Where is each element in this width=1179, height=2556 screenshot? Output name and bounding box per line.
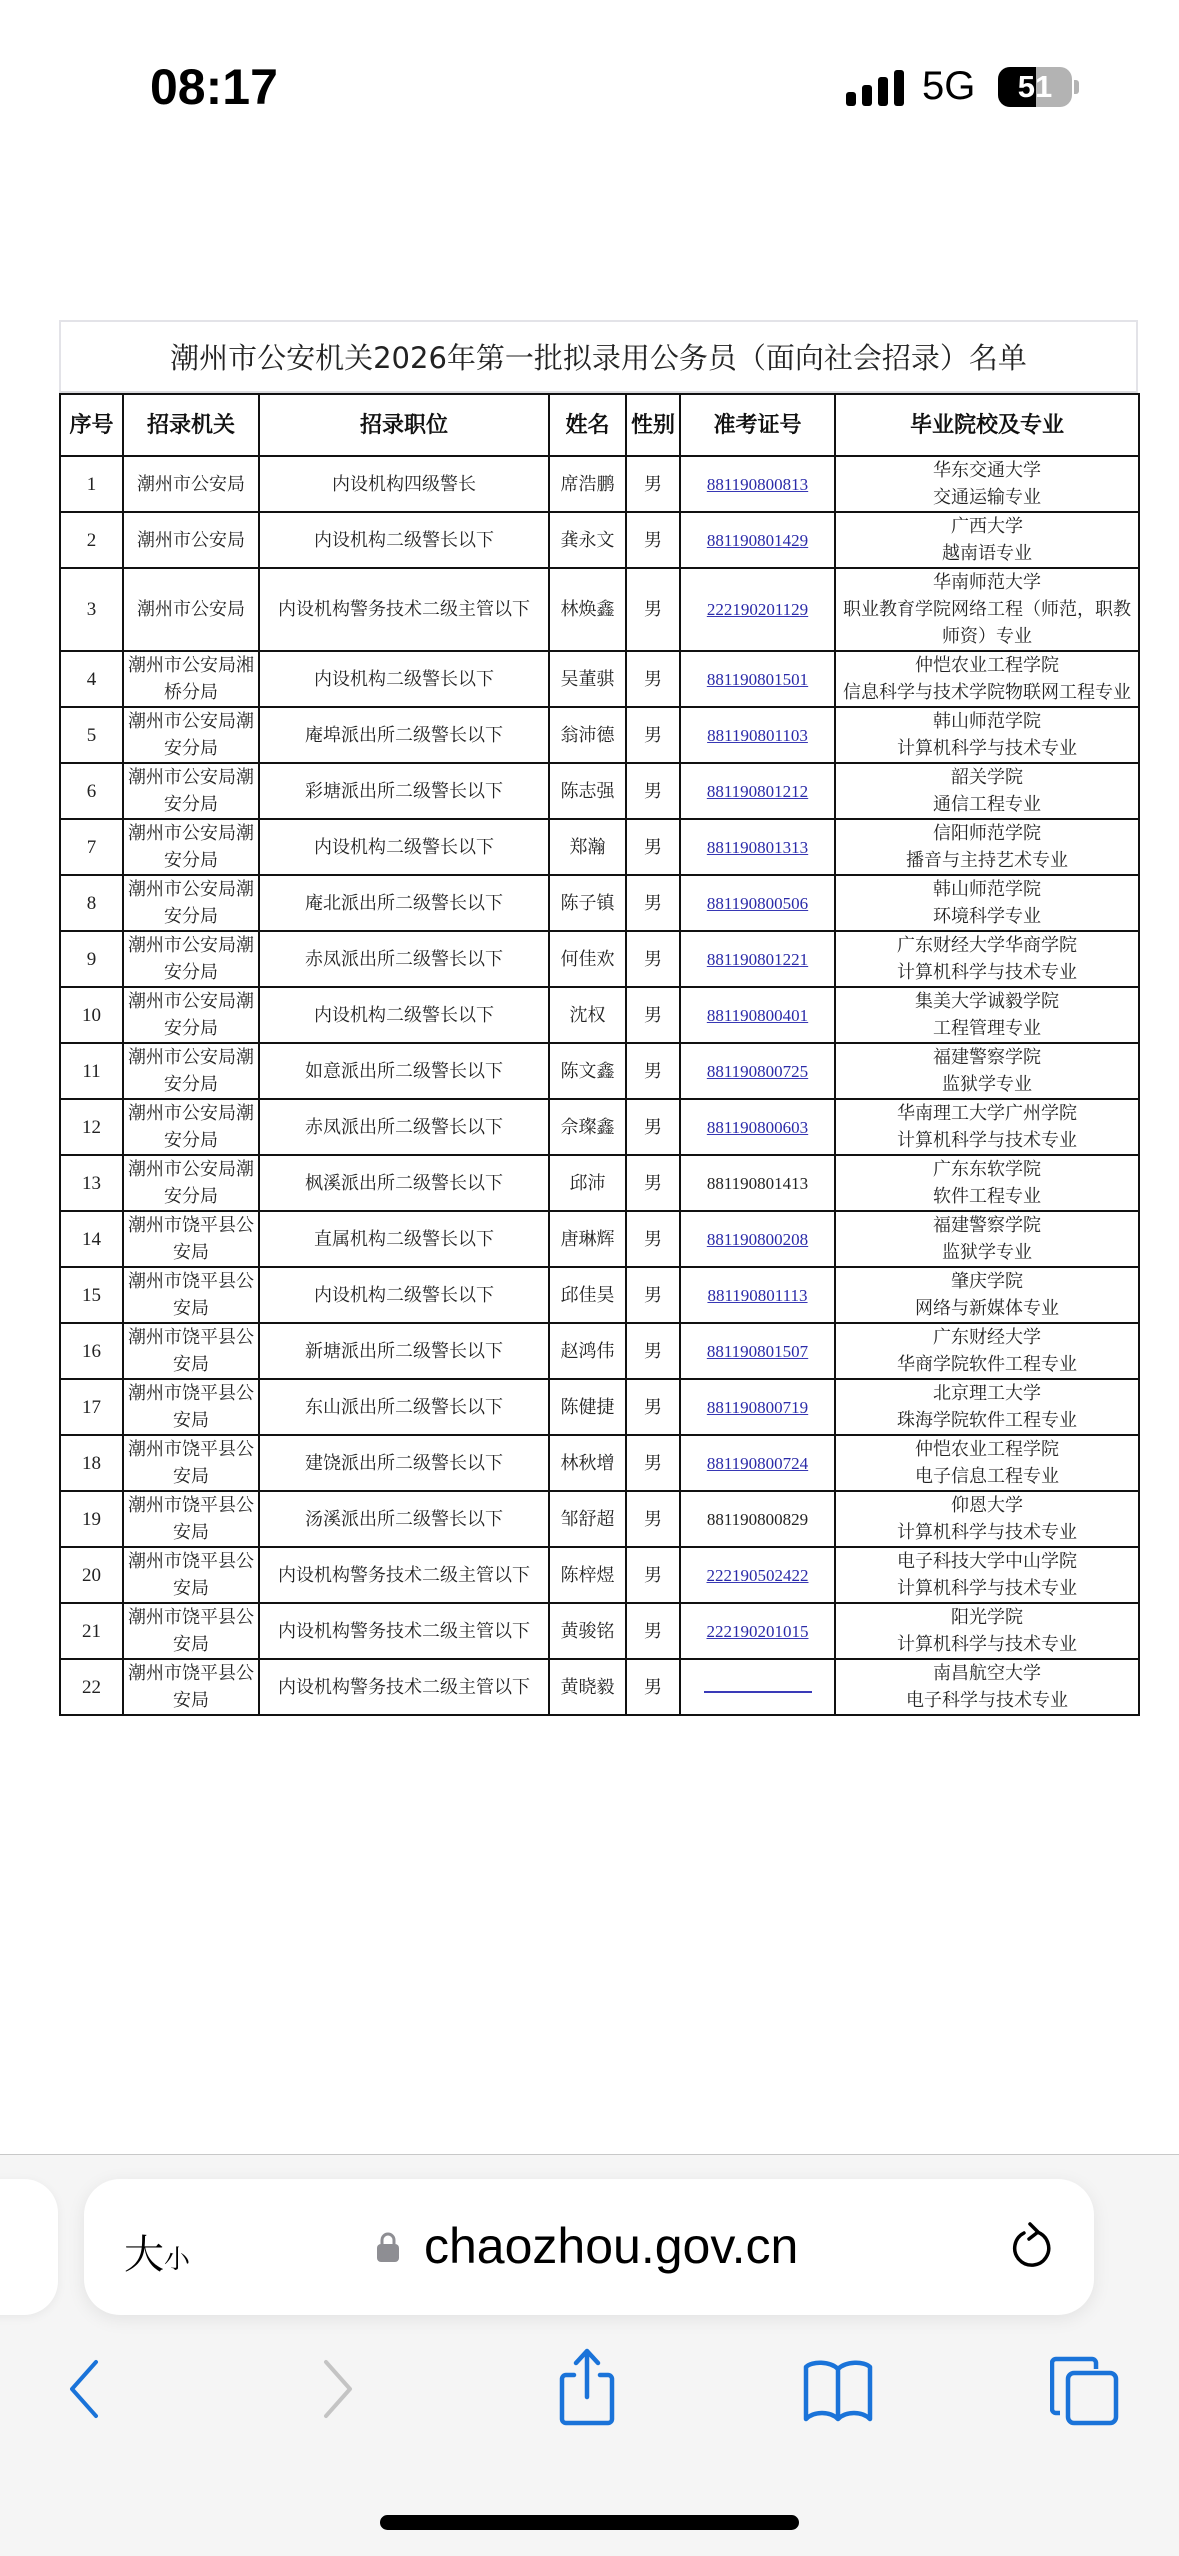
cell-name: 黄骏铭: [549, 1603, 626, 1659]
cell-position: 内设机构二级警长以下: [259, 651, 549, 707]
cell-school-major: [835, 1379, 1139, 1435]
col-header-no: 序号: [60, 394, 123, 456]
cell-no: 9: [60, 931, 123, 987]
cell-name: 佘璨鑫: [549, 1099, 626, 1155]
school-name: 华南理工大学广州学院: [897, 1103, 1077, 1124]
cell-no: 5: [60, 707, 123, 763]
col-header-gender: 性别: [626, 394, 680, 456]
cell-school-major: [835, 1211, 1139, 1267]
school-name: 阳光学院: [951, 1607, 1023, 1628]
cell-agency: 潮州市公安局潮安分局: [123, 1099, 259, 1155]
major-name: 计算机科学与技术专业: [897, 1130, 1077, 1151]
major-name: 软件工程专业: [933, 1186, 1041, 1207]
table-header-row: [60, 394, 1139, 456]
cell-position: 枫溪派出所二级警长以下: [259, 1155, 549, 1211]
cell-position: 赤凤派出所二级警长以下: [259, 1099, 549, 1155]
cell-school-major: [835, 512, 1139, 568]
cell-name: 黄晓毅: [549, 1659, 626, 1715]
cell-no: 15: [60, 1267, 123, 1323]
cell-exam-no: [680, 875, 835, 931]
table-row: [60, 1099, 1139, 1155]
cell-name: 沈权: [549, 987, 626, 1043]
table-row: [60, 1043, 1139, 1099]
cell-name: 陈志强: [549, 763, 626, 819]
cell-no: 18: [60, 1435, 123, 1491]
exam-no-link[interactable]: 881190801501: [706, 669, 809, 689]
school-name: 福建警察学院: [933, 1047, 1041, 1068]
cell-agency: 潮州市公安局潮安分局: [123, 875, 259, 931]
cell-gender: 男: [626, 512, 680, 568]
exam-no-link[interactable]: 881190800603: [706, 1117, 809, 1137]
table-row: [60, 707, 1139, 763]
exam-no-link[interactable]: 881190801507: [706, 1341, 809, 1361]
cell-name: 邱佳昊: [549, 1267, 626, 1323]
table-row: [60, 1155, 1139, 1211]
major-name: 环境科学专业: [933, 906, 1041, 927]
exam-no-link[interactable]: 881190800813: [706, 474, 809, 494]
cell-no: 13: [60, 1155, 123, 1211]
school-name: 韩山师范学院: [933, 879, 1041, 900]
cell-agency: 潮州市公安局: [123, 456, 259, 512]
exam-no-link[interactable]: 222190201015: [706, 1621, 809, 1641]
cell-position: 内设机构警务技术二级主管以下: [259, 568, 549, 651]
school-name: 福建警察学院: [933, 1215, 1041, 1236]
cell-name: 郑瀚: [549, 819, 626, 875]
table-row: [60, 1211, 1139, 1267]
cell-gender: 男: [626, 987, 680, 1043]
major-name: 通信工程专业: [933, 794, 1041, 815]
school-name: 广东财经大学: [933, 1327, 1041, 1348]
cell-agency: 潮州市饶平县公安局: [123, 1603, 259, 1659]
school-name: 集美大学诚毅学院: [915, 991, 1059, 1012]
cell-name: 唐琳辉: [549, 1211, 626, 1267]
cell-no: 20: [60, 1547, 123, 1603]
table-row: [60, 1435, 1139, 1491]
cell-position: 内设机构警务技术二级主管以下: [259, 1659, 549, 1715]
cell-school-major: [835, 1547, 1139, 1603]
school-name: 电子科技大学中山学院: [897, 1551, 1077, 1572]
cell-gender: 男: [626, 1379, 680, 1435]
cell-position: 建饶派出所二级警长以下: [259, 1435, 549, 1491]
cell-exam-no: [680, 1099, 835, 1155]
cell-school-major: [835, 1491, 1139, 1547]
cell-position: 庵北派出所二级警长以下: [259, 875, 549, 931]
reload-icon[interactable]: [1004, 2219, 1060, 2275]
major-name: 交通运输专业: [933, 487, 1041, 508]
cell-school-major: [835, 1435, 1139, 1491]
home-indicator[interactable]: [380, 2515, 799, 2530]
cell-exam-no: [680, 707, 835, 763]
cell-name: 邱沛: [549, 1155, 626, 1211]
major-name: 监狱学专业: [942, 1242, 1032, 1263]
cell-no: 1: [60, 456, 123, 512]
cell-gender: 男: [626, 1435, 680, 1491]
cell-position: 内设机构警务技术二级主管以下: [259, 1547, 549, 1603]
cell-position: 内设机构二级警长以下: [259, 819, 549, 875]
school-name: 信阳师范学院: [933, 823, 1041, 844]
cell-gender: 男: [626, 1323, 680, 1379]
text-size-small-label: 小: [164, 2245, 191, 2275]
cell-agency: 潮州市公安局: [123, 512, 259, 568]
cell-agency: 潮州市公安局潮安分局: [123, 1155, 259, 1211]
major-name: 计算机科学与技术专业: [897, 1522, 1077, 1543]
major-name: 华商学院软件工程专业: [897, 1354, 1077, 1375]
cell-position: 庵埠派出所二级警长以下: [259, 707, 549, 763]
major-name: 珠海学院软件工程专业: [897, 1410, 1077, 1431]
cell-exam-no: [680, 1043, 835, 1099]
exam-no-link[interactable]: 881190801113: [707, 1285, 808, 1305]
lock-icon: [376, 2231, 400, 2263]
major-name: 职业教育学院网络工程（师范，职教师资）专业: [843, 599, 1131, 647]
table-row: [60, 1659, 1139, 1715]
document: [59, 320, 1138, 1716]
cell-name: 翁沛德: [549, 707, 626, 763]
cell-school-major: [835, 1323, 1139, 1379]
cell-school-major: [835, 1267, 1139, 1323]
cell-agency: 潮州市饶平县公安局: [123, 1547, 259, 1603]
cell-no: 10: [60, 987, 123, 1043]
exam-no-link-redacted[interactable]: [704, 1679, 812, 1693]
cell-gender: 男: [626, 568, 680, 651]
cell-exam-no: [680, 763, 835, 819]
cell-gender: 男: [626, 1099, 680, 1155]
school-name: 广东东软学院: [933, 1159, 1041, 1180]
cell-name: 吴董骐: [549, 651, 626, 707]
cell-exam-no: [680, 1603, 835, 1659]
col-header-school-major: 毕业院校及专业: [835, 394, 1139, 456]
cell-school-major: [835, 1099, 1139, 1155]
exam-no-link[interactable]: 881190800725: [706, 1061, 809, 1081]
cell-agency: 潮州市公安局潮安分局: [123, 1043, 259, 1099]
address-bar[interactable]: [84, 2179, 1094, 2315]
school-name: 南昌航空大学: [933, 1663, 1041, 1684]
cell-no: 14: [60, 1211, 123, 1267]
cell-gender: 男: [626, 875, 680, 931]
exam-no-link[interactable]: 881190801103: [707, 725, 808, 745]
cell-exam-no: [680, 987, 835, 1043]
cell-position: 汤溪派出所二级警长以下: [259, 1491, 549, 1547]
cell-position: 东山派出所二级警长以下: [259, 1379, 549, 1435]
cell-gender: 男: [626, 1603, 680, 1659]
table-row: [60, 651, 1139, 707]
cell-no: 12: [60, 1099, 123, 1155]
school-name: 仲恺农业工程学院: [915, 1439, 1059, 1460]
cell-school-major: [835, 1603, 1139, 1659]
cell-gender: 男: [626, 707, 680, 763]
cell-agency: 潮州市公安局潮安分局: [123, 819, 259, 875]
table-row: [60, 1267, 1139, 1323]
table-row: [60, 987, 1139, 1043]
cell-no: 2: [60, 512, 123, 568]
book-icon[interactable]: [800, 2359, 876, 2423]
table-row: [60, 1379, 1139, 1435]
cell-gender: 男: [626, 931, 680, 987]
cell-school-major: [835, 987, 1139, 1043]
cell-name: 何佳欢: [549, 931, 626, 987]
cell-school-major: [835, 651, 1139, 707]
cell-agency: 潮州市公安局湘桥分局: [123, 651, 259, 707]
school-name: 华东交通大学: [933, 460, 1041, 481]
text-size-button[interactable]: [124, 2223, 190, 2280]
status-bar: [0, 0, 1179, 150]
school-name: 北京理工大学: [933, 1383, 1041, 1404]
major-name: 信息科学与技术学院物联网工程专业: [843, 682, 1131, 703]
cell-position: 赤凤派出所二级警长以下: [259, 931, 549, 987]
cell-position: 内设机构二级警长以下: [259, 512, 549, 568]
cell-agency: 潮州市饶平县公安局: [123, 1211, 259, 1267]
table-row: [60, 819, 1139, 875]
exam-no-link[interactable]: 881190800724: [706, 1453, 809, 1473]
text-size-big-label: 大: [124, 2232, 164, 2278]
exam-no-link[interactable]: 222190201129: [706, 600, 809, 619]
cell-school-major: [835, 875, 1139, 931]
cell-position: 内设机构四级警长: [259, 456, 549, 512]
cell-position: 新塘派出所二级警长以下: [259, 1323, 549, 1379]
cell-school-major: [835, 1043, 1139, 1099]
cell-exam-no: [680, 651, 835, 707]
cell-no: 6: [60, 763, 123, 819]
major-name: 计算机科学与技术专业: [897, 962, 1077, 983]
table-row: [60, 875, 1139, 931]
school-name: 广西大学: [951, 516, 1023, 537]
table-row: [60, 1323, 1139, 1379]
cell-no: 19: [60, 1491, 123, 1547]
exam-no-link[interactable]: 881190801313: [706, 837, 809, 857]
cell-gender: 男: [626, 763, 680, 819]
cell-gender: 男: [626, 1491, 680, 1547]
cell-exam-no: [680, 1323, 835, 1379]
cell-school-major: [835, 568, 1139, 651]
cell-exam-no: [680, 931, 835, 987]
tabs-icon[interactable]: [1050, 2355, 1122, 2427]
cell-exam-no: [680, 568, 835, 651]
major-name: 计算机科学与技术专业: [897, 1634, 1077, 1655]
exam-no-link[interactable]: 881190801429: [706, 530, 809, 550]
cell-exam-no: [680, 819, 835, 875]
cell-no: 16: [60, 1323, 123, 1379]
chevron-left-icon[interactable]: [62, 2358, 102, 2420]
major-name: 越南语专业: [942, 543, 1032, 564]
cellular-signal-icon: [846, 70, 904, 106]
cell-school-major: [835, 763, 1139, 819]
major-name: 播音与主持艺术专业: [906, 850, 1068, 871]
cell-gender: 男: [626, 1211, 680, 1267]
recruit-table: [59, 393, 1140, 1716]
table-row: [60, 568, 1139, 651]
cell-no: 7: [60, 819, 123, 875]
cell-name: 林焕鑫: [549, 568, 626, 651]
cell-agency: 潮州市公安局潮安分局: [123, 987, 259, 1043]
cell-school-major: [835, 1659, 1139, 1715]
cell-name: 赵鸿伟: [549, 1323, 626, 1379]
exam-no-text: 881190801413: [706, 1173, 809, 1193]
cell-agency: 潮州市公安局潮安分局: [123, 931, 259, 987]
col-header-position: 招录职位: [259, 394, 549, 456]
cell-position: 内设机构警务技术二级主管以下: [259, 1603, 549, 1659]
table-body: [60, 456, 1139, 1715]
school-name: 仰恩大学: [951, 1495, 1023, 1516]
cell-gender: 男: [626, 1155, 680, 1211]
col-header-name: 姓名: [549, 394, 626, 456]
school-name: 广东财经大学华商学院: [897, 935, 1077, 956]
major-name: 计算机科学与技术专业: [897, 1578, 1077, 1599]
cell-agency: 潮州市饶平县公安局: [123, 1435, 259, 1491]
school-name: 华南师范大学: [933, 572, 1041, 593]
cell-name: 林秋增: [549, 1435, 626, 1491]
cell-no: 3: [60, 568, 123, 651]
status-time: 08:17: [150, 59, 278, 115]
exam-no-link[interactable]: 881190801212: [706, 781, 809, 801]
exam-no-link[interactable]: 881190800208: [706, 1229, 809, 1249]
major-name: 电子科学与技术专业: [906, 1690, 1068, 1711]
table-row: [60, 1603, 1139, 1659]
school-name: 韶关学院: [951, 767, 1023, 788]
cell-school-major: [835, 931, 1139, 987]
cell-exam-no: [680, 1155, 835, 1211]
battery-percent: 51: [1017, 69, 1053, 104]
col-header-agency: 招录机关: [123, 394, 259, 456]
major-name: 计算机科学与技术专业: [897, 738, 1077, 759]
exam-no-link[interactable]: 881190800401: [706, 1005, 809, 1025]
cell-exam-no: [680, 1211, 835, 1267]
table-row: [60, 456, 1139, 512]
cell-no: 11: [60, 1043, 123, 1099]
cell-exam-no: [680, 456, 835, 512]
cell-agency: 潮州市饶平县公安局: [123, 1659, 259, 1715]
cell-agency: 潮州市饶平县公安局: [123, 1379, 259, 1435]
browser-chrome: [0, 2154, 1179, 2556]
exam-no-link[interactable]: 881190801221: [706, 949, 809, 969]
cell-gender: 男: [626, 819, 680, 875]
table-row: [60, 931, 1139, 987]
cell-exam-no: [680, 1659, 835, 1715]
table-row: [60, 763, 1139, 819]
network-type: 5G: [922, 64, 976, 108]
cell-position: 彩塘派出所二级警长以下: [259, 763, 549, 819]
cell-agency: 潮州市公安局: [123, 568, 259, 651]
cell-agency: 潮州市公安局潮安分局: [123, 763, 259, 819]
cell-position: 内设机构二级警长以下: [259, 1267, 549, 1323]
exam-no-link[interactable]: 881190800506: [706, 893, 809, 913]
previous-tab-preview[interactable]: [0, 2179, 58, 2315]
school-name: 仲恺农业工程学院: [915, 655, 1059, 676]
cell-gender: 男: [626, 651, 680, 707]
major-name: 电子信息工程专业: [915, 1466, 1059, 1487]
cell-exam-no: [680, 1547, 835, 1603]
exam-no-text: 881190800829: [706, 1509, 809, 1529]
cell-position: 内设机构二级警长以下: [259, 987, 549, 1043]
table-row: [60, 512, 1139, 568]
cell-name: 陈梓煜: [549, 1547, 626, 1603]
cell-name: 陈健捷: [549, 1379, 626, 1435]
cell-exam-no: [680, 1435, 835, 1491]
cell-gender: 男: [626, 1267, 680, 1323]
cell-agency: 潮州市饶平县公安局: [123, 1267, 259, 1323]
cell-gender: 男: [626, 456, 680, 512]
cell-agency: 潮州市饶平县公安局: [123, 1323, 259, 1379]
cell-no: 22: [60, 1659, 123, 1715]
major-name: 监狱学专业: [942, 1074, 1032, 1095]
cell-school-major: [835, 819, 1139, 875]
cell-position: 如意派出所二级警长以下: [259, 1043, 549, 1099]
cell-name: 邹舒超: [549, 1491, 626, 1547]
exam-no-link[interactable]: 881190800719: [706, 1397, 809, 1417]
battery-nub: [1074, 80, 1079, 94]
url-text[interactable]: chaozhou.gov.cn: [424, 2218, 799, 2274]
cell-gender: 男: [626, 1547, 680, 1603]
cell-no: 8: [60, 875, 123, 931]
cell-school-major: [835, 456, 1139, 512]
chevron-right-icon[interactable]: [318, 2358, 358, 2420]
major-name: 工程管理专业: [933, 1018, 1041, 1039]
col-header-exam-no: 准考证号: [680, 394, 835, 456]
cell-school-major: [835, 1155, 1139, 1211]
cell-gender: 男: [626, 1659, 680, 1715]
school-name: 肇庆学院: [951, 1271, 1023, 1292]
battery-icon: [998, 67, 1072, 107]
exam-no-link[interactable]: 222190502422: [706, 1565, 809, 1585]
cell-name: 陈文鑫: [549, 1043, 626, 1099]
cell-exam-no: [680, 1267, 835, 1323]
cell-name: 席浩鹏: [549, 456, 626, 512]
table-row: [60, 1491, 1139, 1547]
cell-no: 17: [60, 1379, 123, 1435]
cell-exam-no: [680, 512, 835, 568]
cell-no: 21: [60, 1603, 123, 1659]
document-title: 潮州市公安机关2026年第一批拟录用公务员（面向社会招录）名单: [59, 320, 1138, 393]
cell-exam-no: [680, 1491, 835, 1547]
share-icon[interactable]: [556, 2347, 620, 2427]
major-name: 网络与新媒体专业: [915, 1298, 1059, 1319]
cell-no: 4: [60, 651, 123, 707]
cell-exam-no: [680, 1379, 835, 1435]
cell-agency: 潮州市饶平县公安局: [123, 1491, 259, 1547]
cell-name: 龚永文: [549, 512, 626, 568]
cell-name: 陈子镇: [549, 875, 626, 931]
cell-agency: 潮州市公安局潮安分局: [123, 707, 259, 763]
table-row: [60, 1547, 1139, 1603]
cell-position: 直属机构二级警长以下: [259, 1211, 549, 1267]
cell-gender: 男: [626, 1043, 680, 1099]
school-name: 韩山师范学院: [933, 711, 1041, 732]
cell-school-major: [835, 707, 1139, 763]
